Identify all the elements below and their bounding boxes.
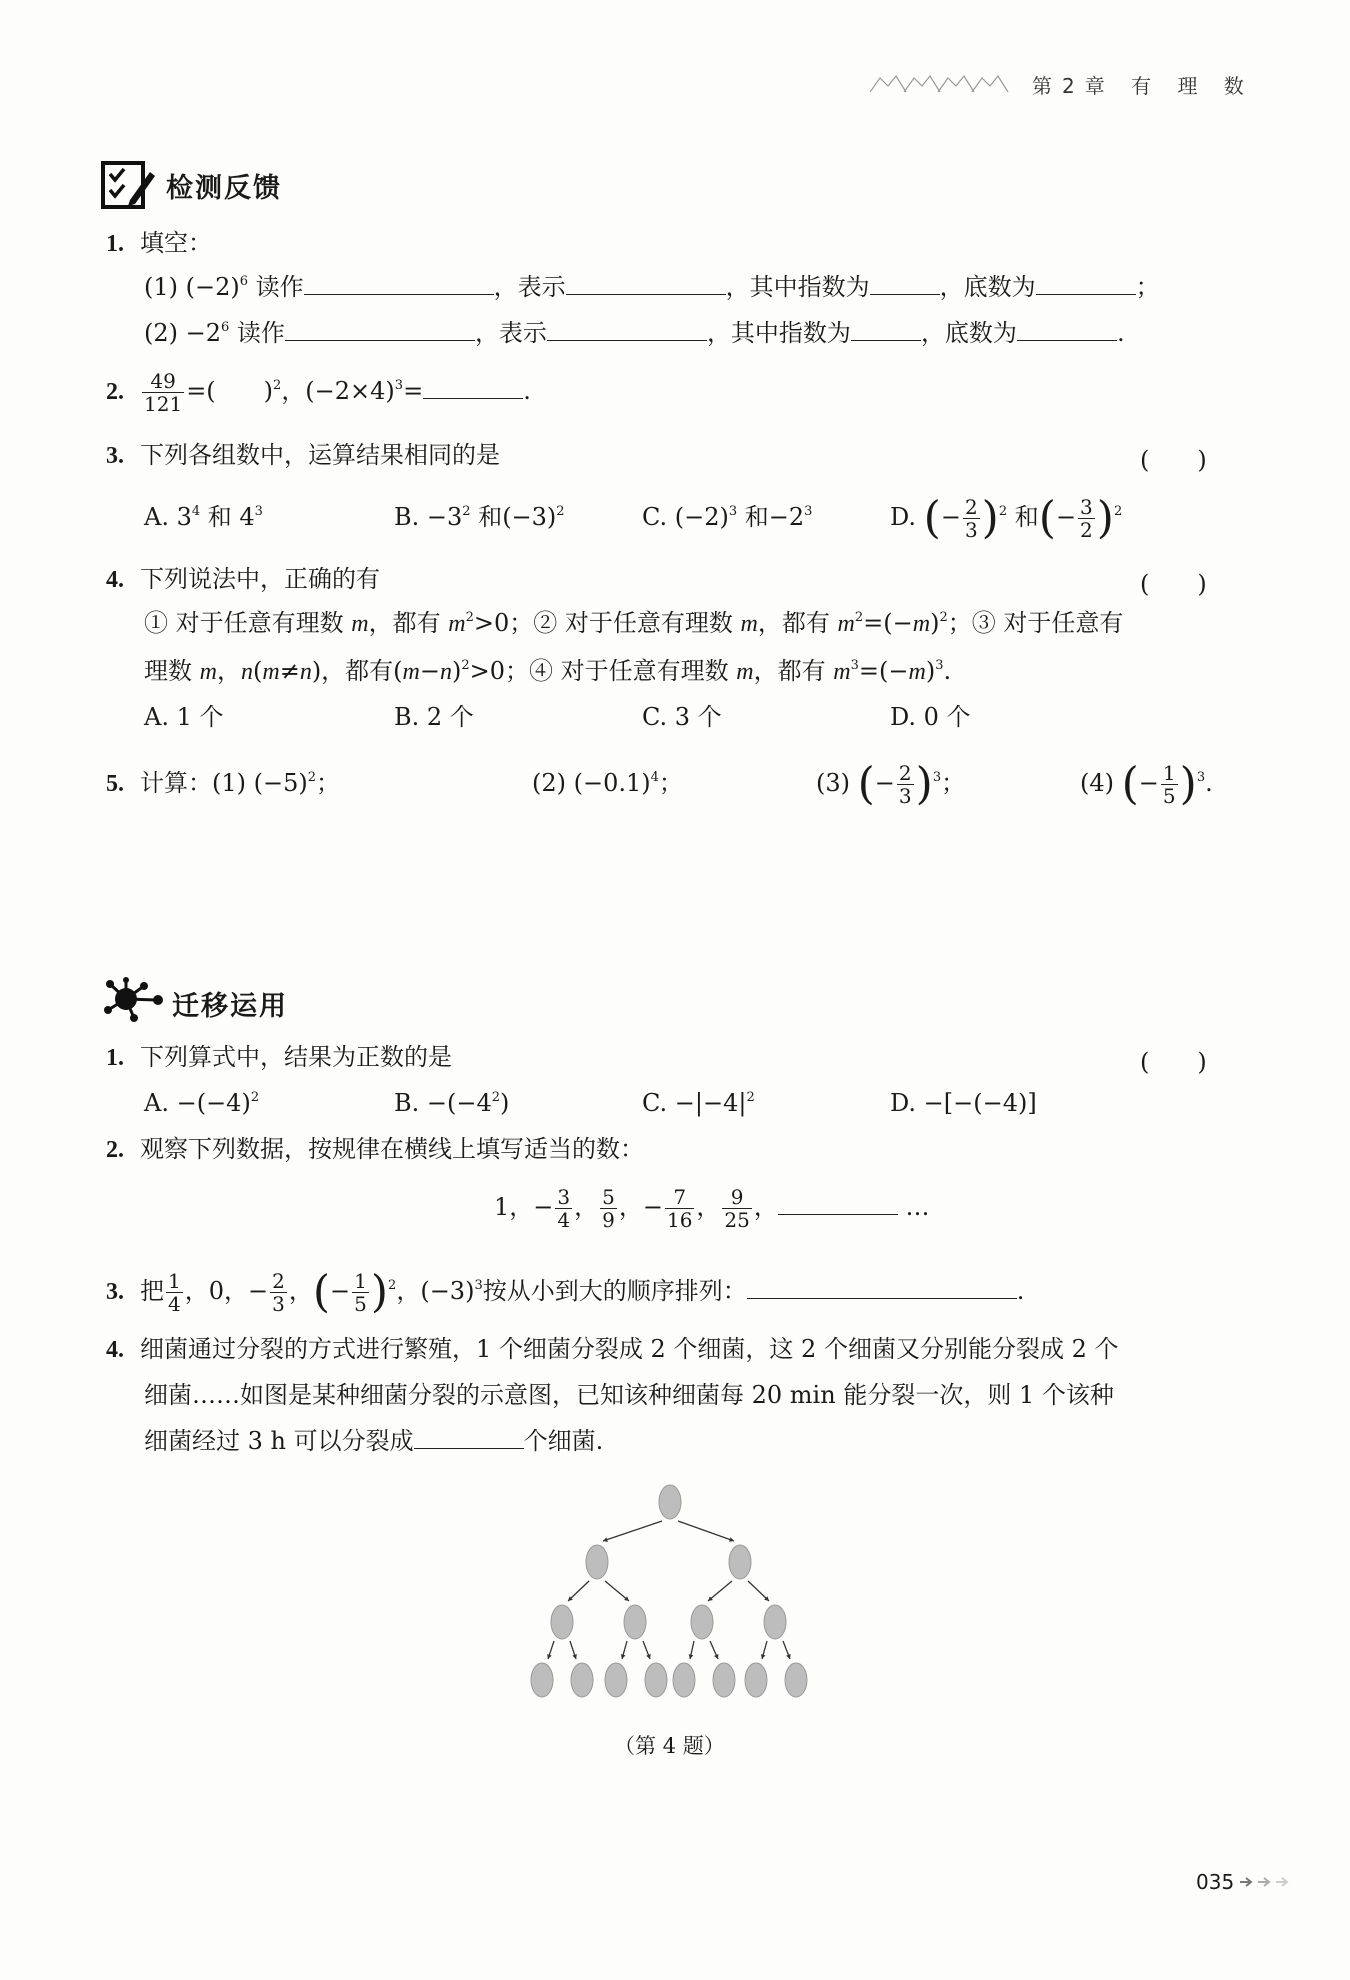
answer-blank[interactable] xyxy=(747,1276,1017,1299)
answer-blank[interactable] xyxy=(778,1192,898,1215)
question-number: 2. xyxy=(106,379,124,405)
checklist-pencil-icon xyxy=(100,160,156,212)
bacterium-cell xyxy=(764,1605,786,1639)
page-arrow-decoration xyxy=(1240,1874,1296,1894)
feedback-q5: 5. 计算：(1) $(-5)^2$； (2) $(-0.1)^4$； (3) (− $\frac{2}{3}$ )$^3$； (4) (− $\frac{1}{5}$ )$^3$. xyxy=(106,758,1213,810)
bacterium-cell xyxy=(571,1663,593,1697)
feedback-q1-part2: $(2) -2^6$ 读作 ，表示 ，其中指数为 ，底数为 . xyxy=(144,319,1125,347)
bacterium-cell xyxy=(531,1663,553,1697)
feedback-q4 xyxy=(106,564,380,595)
answer-blank[interactable] xyxy=(304,272,494,295)
bacterium-cell xyxy=(645,1663,667,1697)
division-arrow xyxy=(708,1581,732,1601)
bacterium-cell xyxy=(691,1605,713,1639)
answer-blank[interactable] xyxy=(1017,318,1117,341)
bacterium-cell xyxy=(551,1605,573,1639)
option-b[interactable]: B. $-(-4^2)$ xyxy=(394,1089,510,1117)
mountain-decoration-icon xyxy=(870,72,1010,94)
transfer-section-title: 迁移运用 xyxy=(172,991,288,1022)
feedback-q3-options xyxy=(144,492,1123,544)
transfer-q2-sequence: 1，− $\frac{3}{4}$ ， $\frac{5}{9}$ ，− $\frac{7}{16}$ ， $\frac{9}{25}$ ， … xyxy=(494,1185,930,1232)
bacterium-cell xyxy=(624,1605,646,1639)
answer-blank[interactable] xyxy=(423,376,523,399)
answer-blank[interactable] xyxy=(547,318,707,341)
molecule-network-icon xyxy=(104,976,164,1022)
answer-blank[interactable] xyxy=(1036,272,1136,295)
transfer-section-icon xyxy=(104,976,164,1026)
option-d[interactable]: D. 0 个 xyxy=(890,703,971,731)
question-number: 3. xyxy=(106,443,124,469)
page-number: 035 xyxy=(1196,1870,1235,1894)
feedback-section-icon xyxy=(100,160,156,216)
feedback-q1-part1: (1) $(-2)^6$ 读作 ，表示 ，其中指数为 ，底数为 ； xyxy=(144,273,1160,301)
question-stem: 观察下列数据，按规律在横线上填写适当的数： xyxy=(140,1135,644,1163)
transfer-q2 xyxy=(106,1134,644,1165)
header-decoration xyxy=(870,72,1010,98)
question-stem: 填空： xyxy=(140,229,212,257)
answer-paren[interactable]: ( ) xyxy=(1140,570,1207,598)
answer-blank[interactable] xyxy=(851,318,921,341)
answer-paren[interactable]: ( ) xyxy=(1140,446,1207,474)
option-c[interactable]: C. $-|-4|^2$ xyxy=(642,1089,755,1117)
answer-blank[interactable] xyxy=(566,272,726,295)
bacterium-cell xyxy=(785,1663,807,1697)
division-arrow xyxy=(605,1581,629,1601)
question-number: 1. xyxy=(106,231,124,257)
transfer-q1 xyxy=(106,1042,452,1073)
option-d[interactable]: D. −[−(−4)] xyxy=(890,1089,1037,1117)
question-stem: 计算： xyxy=(140,769,212,797)
feedback-q3 xyxy=(106,440,500,471)
question-stem: 下列算式中，结果为正数的是 xyxy=(140,1043,452,1071)
transfer-q4-line1 xyxy=(106,1334,1118,1365)
division-arrow xyxy=(678,1521,734,1541)
feedback-q4-options xyxy=(144,702,971,732)
bacterium-cell xyxy=(673,1663,695,1697)
option-a[interactable]: A. $-(-4)^2$ xyxy=(144,1089,260,1117)
question-number: 1. xyxy=(106,1045,124,1071)
bacterium-cell xyxy=(713,1663,735,1697)
question-text: 个细菌. xyxy=(523,1427,604,1455)
feedback-q4-statements-2: 理数 m，n(m≠n)，都有$(m-n)^2>0$；④ 对于任意有理数 m，都有 $m^3=(-m)^3$. xyxy=(144,657,952,685)
feedback-q4-statements-1: ① 对于任意有理数 m，都有 $m^2>0$；② 对于任意有理数 m，都有 $m^2=(-m)^2$；③ 对于任意有 xyxy=(144,609,1124,637)
option-b[interactable]: B. 2 个 xyxy=(394,703,474,731)
transfer-q3: 3. 把 $\frac{1}{4}$ ，0，− $\frac{2}{3}$ ，(− $\frac{1}{5}$ )$^2$，$(-3)^3$按从小到大的顺序排列： . xyxy=(106,1266,1025,1318)
transfer-q4-line2: 细菌……如图是某种细菌分裂的示意图，已知该种细菌每 20 min 能分裂一次，则 1 个该种 xyxy=(144,1381,1114,1409)
answer-blank[interactable] xyxy=(870,272,940,295)
question-stem: 下列各组数中，运算结果相同的是 xyxy=(140,441,500,469)
option-c[interactable]: C. $(-2)^3$ 和$-2^3$ xyxy=(642,503,813,531)
question-number: 4. xyxy=(106,567,124,593)
question-number: 3. xyxy=(106,1279,124,1305)
division-arrow xyxy=(603,1521,662,1541)
option-c[interactable]: C. 3 个 xyxy=(642,703,722,731)
question-text: 细菌通过分裂的方式进行繁殖，1 个细菌分裂成 2 个细菌，这 2 个细菌又分别能分裂成 2 个 xyxy=(140,1335,1119,1363)
transfer-q1-options xyxy=(144,1088,1037,1118)
bacterium-cell xyxy=(586,1545,608,1579)
question-number: 2. xyxy=(106,1137,124,1163)
question-stem: 下列说法中，正确的有 xyxy=(140,565,380,593)
option-a[interactable]: A. $3^4$ 和 $4^3$ xyxy=(144,503,263,531)
figure-caption: （第 4 题） xyxy=(614,1734,725,1758)
bacterium-cell xyxy=(605,1663,627,1697)
question-number: 5. xyxy=(106,771,124,797)
answer-paren[interactable]: ( ) xyxy=(1140,1048,1207,1076)
transfer-q4-line3 xyxy=(144,1426,603,1456)
division-arrowhead xyxy=(689,1654,694,1659)
option-b[interactable]: B. $-3^2$ 和$(-3)^2$ xyxy=(394,503,565,531)
arrow-decoration-icon xyxy=(1240,1874,1296,1890)
bacterium-cell xyxy=(745,1663,767,1697)
bacterium-cell xyxy=(659,1485,681,1519)
chapter-header: 第2章 有 理 数 xyxy=(1032,74,1254,98)
bacterium-cell xyxy=(729,1545,751,1579)
option-a[interactable]: A. 1 个 xyxy=(144,703,224,731)
feedback-section-title: 检测反馈 xyxy=(166,173,282,204)
feedback-q2: 2. $\frac{49}{121}$ =( )$^2$，$(-2\times 4)^3=$ . xyxy=(106,369,531,416)
bacteria-division-figure xyxy=(520,1480,820,1714)
question-number: 4. xyxy=(106,1337,124,1363)
feedback-q1 xyxy=(106,228,212,259)
option-d[interactable]: D. (− $\frac{2}{3}$ )$^2$ 和(− $\frac{3}{2}$ )$^2$ xyxy=(890,492,1123,544)
answer-blank[interactable] xyxy=(285,318,475,341)
question-text: 细菌经过 3 h 可以分裂成 xyxy=(144,1427,414,1455)
answer-blank[interactable] xyxy=(414,1426,524,1449)
